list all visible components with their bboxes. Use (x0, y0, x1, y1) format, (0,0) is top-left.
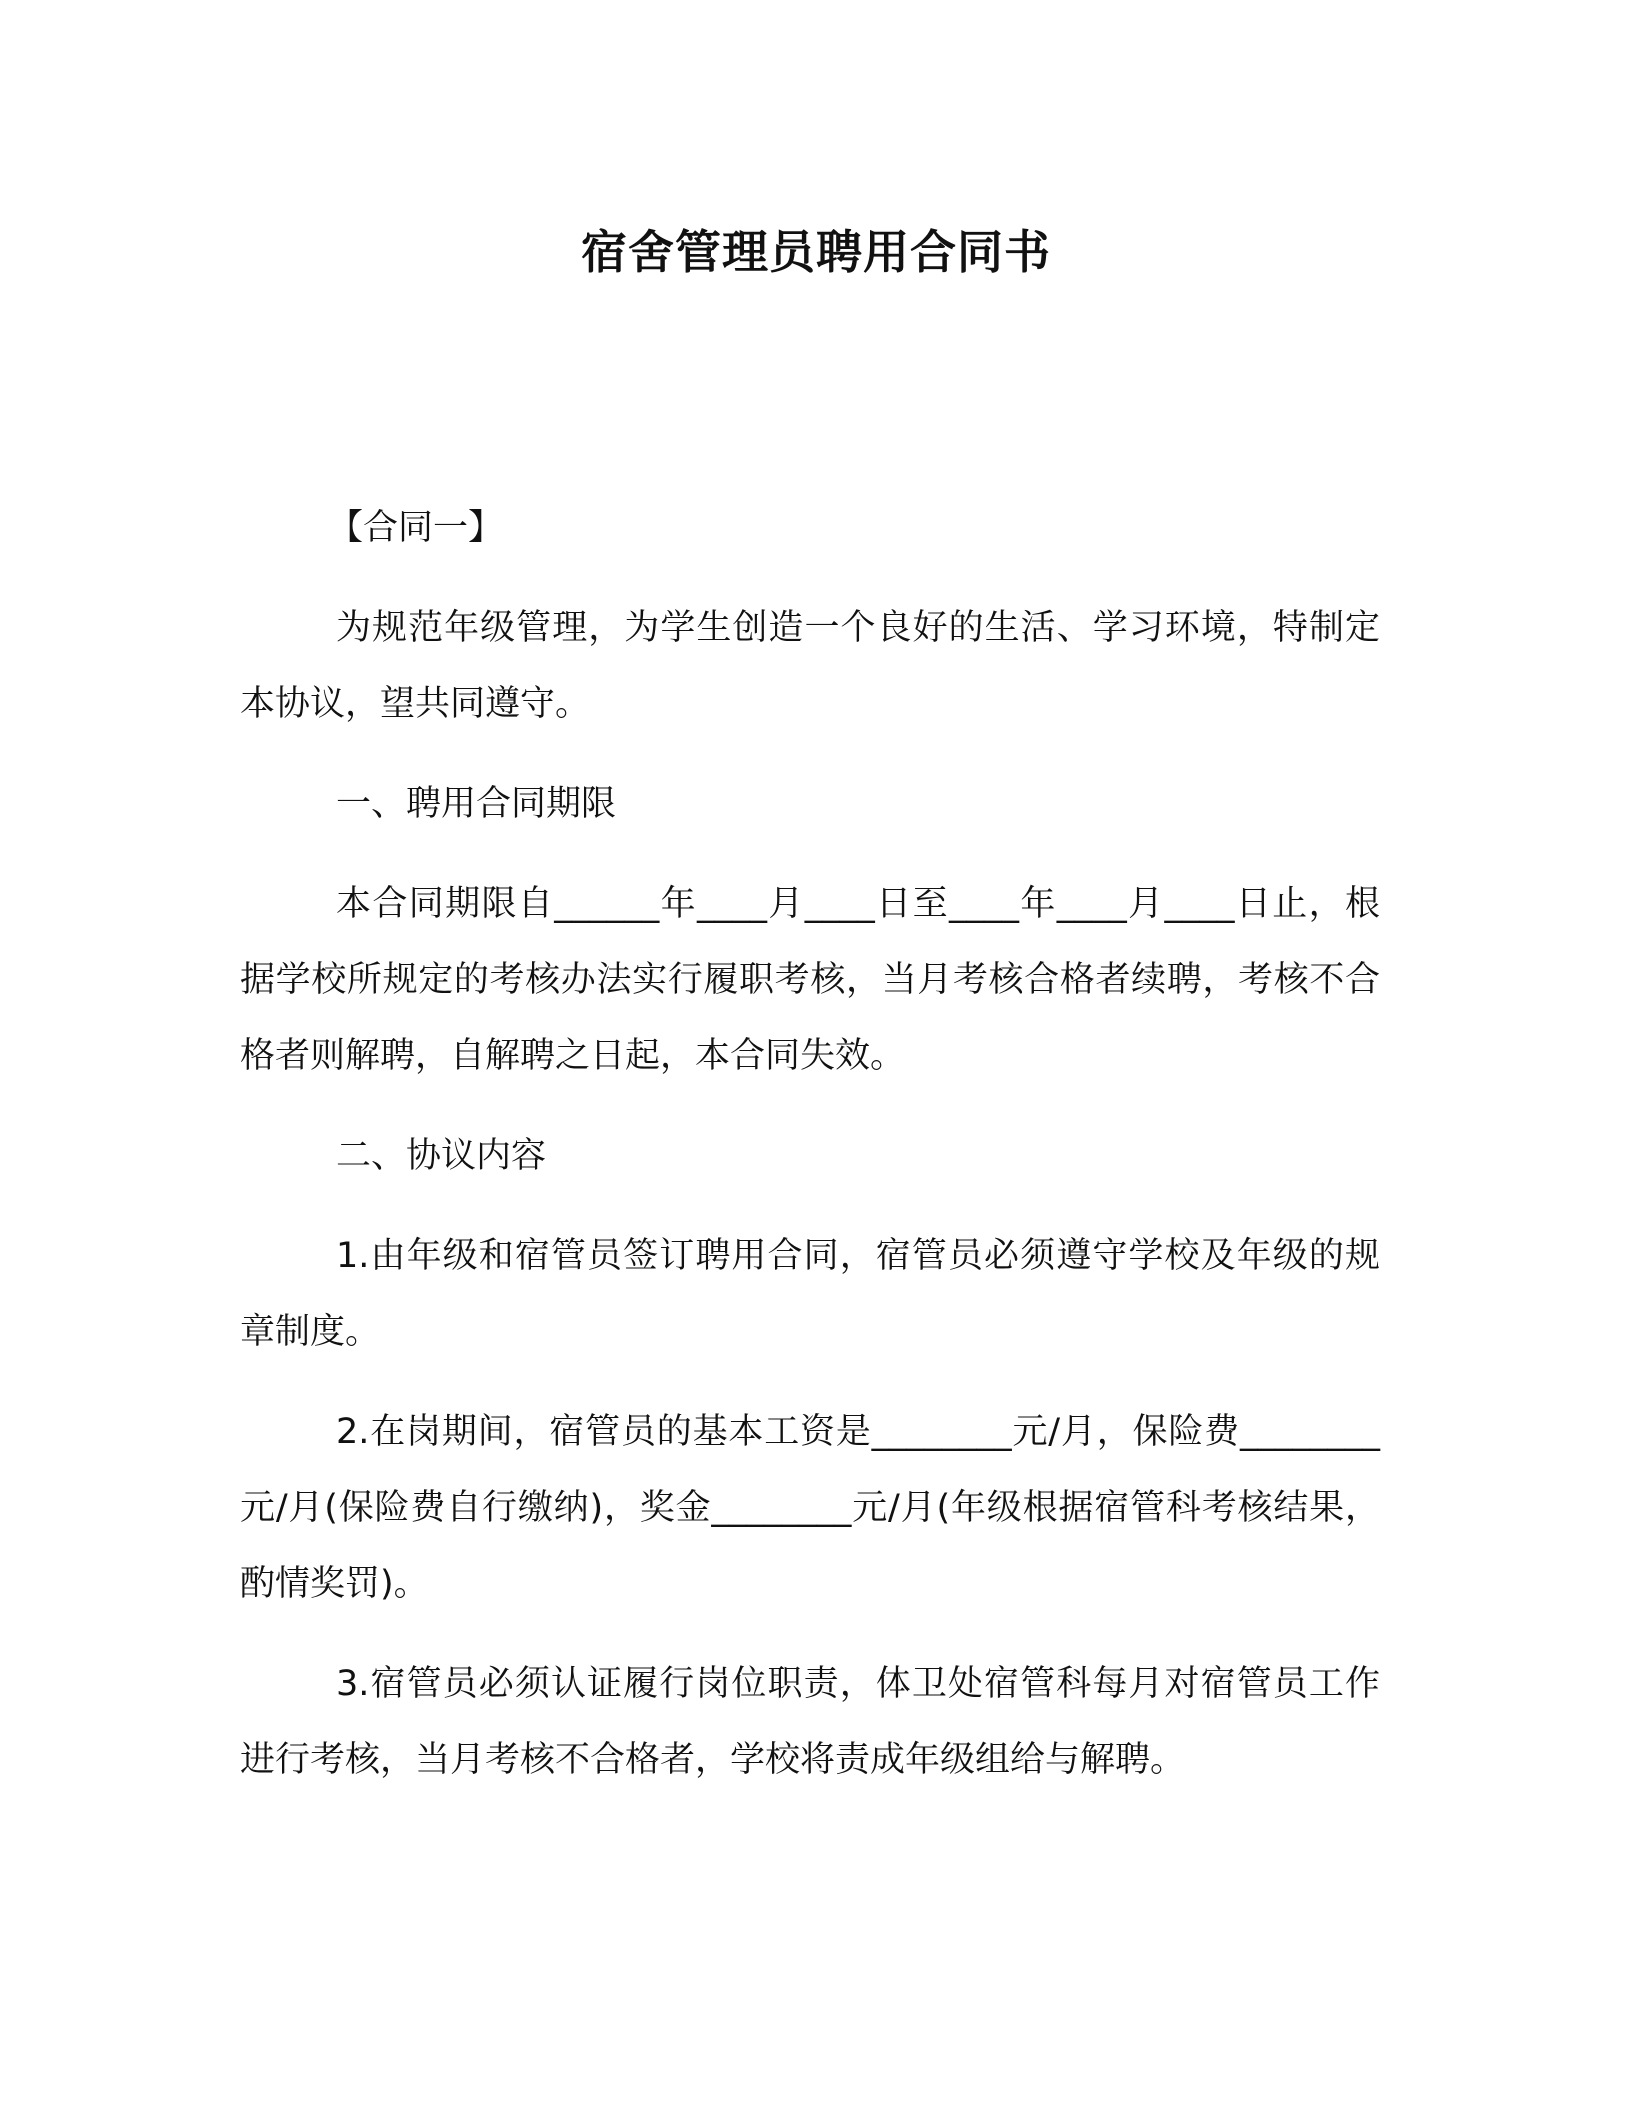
intro-paragraph: 为规范年级管理，为学生创造一个良好的生活、学习环境，特制定本协议，望共同遵守。 (240, 608, 1380, 724)
agreement-item-1: 1.由年级和宿管员签订聘用合同，宿管员必须遵守学校及年级的规章制度。 (240, 1236, 1380, 1352)
agreement-item-3: 3.宿管员必须认证履行岗位职责，体卫处宿管科每月对宿管员工作进行考核，当月考核不合格者，学校将责成年级组给与解聘。 (240, 1664, 1380, 1780)
document-body (240, 490, 1380, 1822)
agreement-item-2: 2.在岗期间，宿管员的基本工资是________元/月，保险费________元/月(保险费自行缴纳)，奖金________元/月(年级根据宿管科考核结果，酌情奖罚)。 (240, 1412, 1380, 1604)
heading-agreement-content: 二、协议内容 (336, 1136, 547, 1176)
term-paragraph: 本合同期限自______年____月____日至____年____月____日止，根据学校所规定的考核办法实行履职考核，当月考核合格者续聘，考核不合格者则解聘，自解聘之日起，本合同失效。 (240, 884, 1380, 1076)
document-title: 宿舍管理员聘用合同书 (581, 225, 1051, 279)
section-label: 【合同一】 (328, 508, 504, 548)
heading-contract-term: 一、聘用合同期限 (336, 784, 617, 824)
